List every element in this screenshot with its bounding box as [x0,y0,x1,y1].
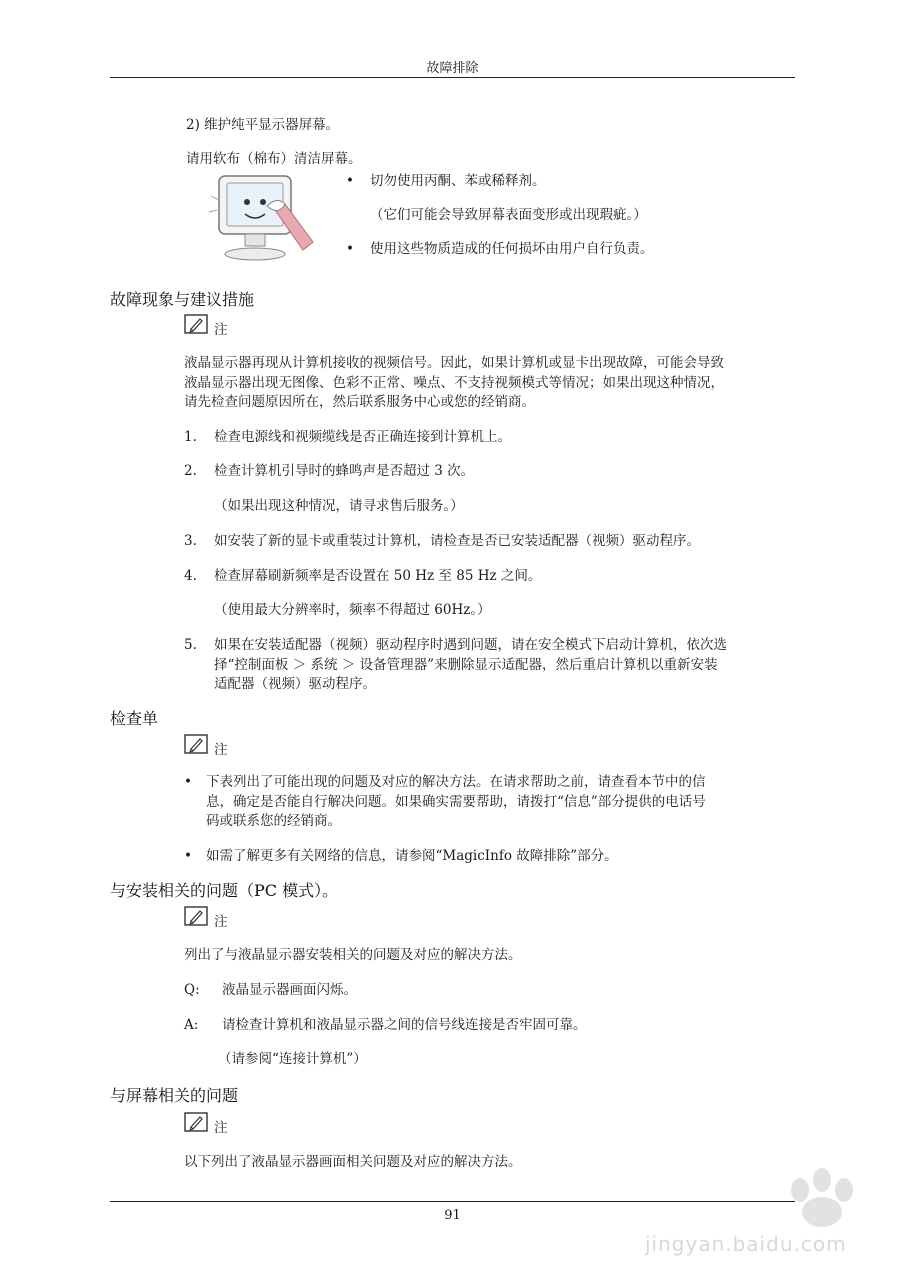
watermark-text: jingyan.baidu.com [645,1232,847,1256]
note-pencil-icon [184,734,208,754]
checklist-bullet-1-line-3: 码或联系您的经销商。 [206,813,341,829]
maintenance-bullet-1: 切勿使用丙酮、苯或稀释剂。 [370,173,546,189]
checklist-bullet-1-line-2: 息，确定是否能自行解决问题。如果确实需要帮助，请拨打“信息”部分提供的电话号 [206,794,706,810]
list-num: 2. [184,463,197,479]
bullet-dot: • [184,774,192,790]
note-label: 注 [214,322,228,338]
answer-label: A: [184,1017,199,1033]
section-title-install: 与安装相关的问题（PC 模式）。 [110,881,339,900]
section-title-symptoms: 故障现象与建议措施 [110,290,255,309]
note-label: 注 [214,742,228,758]
list-item-note: （如果出现这种情况，请寻求售后服务。） [214,498,464,514]
bullet-dot: • [184,848,192,864]
note-pencil-icon [184,314,208,334]
bullet-dot: • [346,241,354,257]
list-num: 5. [184,637,197,653]
note-label: 注 [214,914,228,930]
checklist-bullet-1-line-1: 下表列出了可能出现的问题及对应的解决方法。在请求帮助之前，请查看本节中的信 [206,774,706,790]
note-pencil-icon [184,906,208,926]
list-item: 如安装了新的显卡或重装过计算机，请检查是否已安装适配器（视频）驱动程序。 [214,533,700,549]
symptoms-para-line-3: 请先检查问题原因所在，然后联系服务中心或您的经销商。 [184,394,535,410]
monitor-cleaning-illustration [205,170,325,270]
maintenance-bullet-2: 使用这些物质造成的任何损坏由用户自行负责。 [370,241,654,257]
page-number: 91 [444,1208,461,1223]
note-label: 注 [214,1120,228,1136]
section-title-screen: 与屏幕相关的问题 [110,1086,239,1105]
list-item: 如果在安装适配器（视频）驱动程序时遇到问题，请在安全模式下启动计算机，依次选 [214,637,727,653]
answer-note: （请参阅“连接计算机”） [218,1051,367,1067]
header-rule [110,77,795,78]
list-item-line-3: 适配器（视频）驱动程序。 [214,676,376,692]
page-header-title: 故障排除 [426,61,479,76]
question-label: Q: [184,982,200,998]
section-title-checklist: 检查单 [110,709,159,728]
answer-text: 请检查计算机和液晶显示器之间的信号线连接是否牢固可靠。 [222,1017,587,1033]
screen-intro: 以下列出了液晶显示器画面相关问题及对应的解决方法。 [184,1154,522,1170]
install-intro: 列出了与液晶显示器安装相关的问题及对应的解决方法。 [184,947,522,963]
maintenance-item: 2) 维护纯平显示器屏幕。 [186,117,340,133]
list-item-line-2: 择“控制面板 ＞ 系统 ＞ 设备管理器”来删除显示适配器，然后重启计算机以重新安装 [214,657,718,673]
list-num: 3. [184,533,197,549]
symptoms-para-line-1: 液晶显示器再现从计算机接收的视频信号。因此，如果计算机或显卡出现故障，可能会导致 [184,355,724,371]
note-pencil-icon [184,1112,208,1132]
list-item-note: （使用最大分辨率时，频率不得超过 60Hz。） [214,602,491,618]
list-item: 检查计算机引导时的蜂鸣声是否超过 3 次。 [214,463,475,479]
question-text: 液晶显示器画面闪烁。 [222,982,357,998]
bullet-dot: • [346,173,354,189]
maintenance-instruction: 请用软布（棉布）清洁屏幕。 [186,151,362,167]
checklist-bullet-2: 如需了解更多有关网络的信息，请参阅“MagicInfo 故障排除”部分。 [206,848,618,864]
maintenance-bullet-1-note: （它们可能会导致屏幕表面变形或出现瑕疵。） [370,207,647,223]
list-item: 检查电源线和视频缆线是否正确连接到计算机上。 [214,429,511,445]
list-num: 1. [184,429,197,445]
list-item: 检查屏幕刷新频率是否设置在 50 Hz 至 85 Hz 之间。 [214,568,542,584]
list-num: 4. [184,568,197,584]
symptoms-para-line-2: 液晶显示器出现无图像、色彩不正常、噪点、不支持视频模式等情况；如果出现这种情况， [184,375,724,391]
